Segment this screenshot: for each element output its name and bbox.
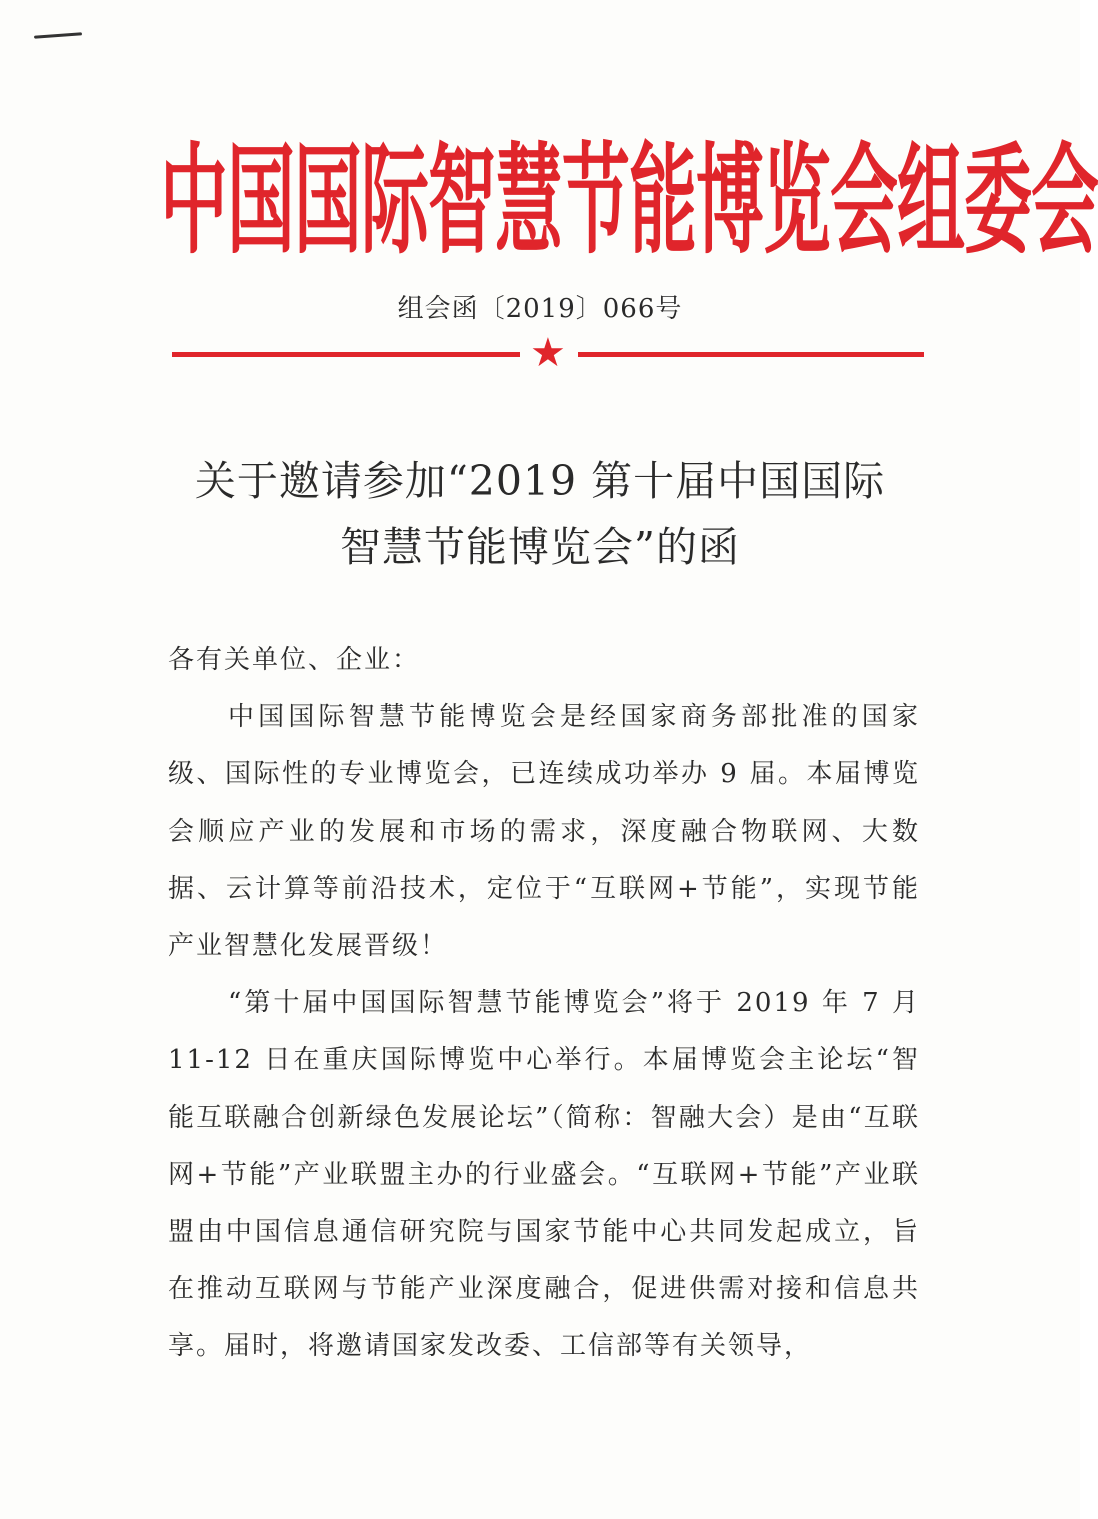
title-line-2: 智慧节能博览会”的函: [340, 523, 740, 571]
salutation: 各有关单位、企业：: [168, 645, 421, 675]
divider-line-right: [578, 352, 924, 357]
document-title: [0, 448, 1080, 580]
divider-line-left: [172, 352, 520, 357]
organization-header: [160, 128, 1098, 278]
corner-pen-mark: [34, 32, 82, 38]
red-divider: [172, 330, 924, 376]
title-line-1: 关于邀请参加“2019 第十届中国国际: [194, 457, 886, 505]
document-body: [168, 632, 920, 1376]
document-number: 组会函〔2019〕066号: [397, 294, 683, 324]
body-paragraph-2: “第十届中国国际智慧节能博览会”将于 2019 年 7 月 11-12 日在重庆国际博览中心举行。本届博览会主论坛“智能互联融合创新绿色发展论坛”（简称：智融大会）是由“互联网+节能”产业联盟主办的行业盛会。“互联网+节能”产业联盟由中国信息通信研究院与国家节能中心共同发起成立，旨在推动互联网与节能产业深度融合，促进供需对接和信息共享。届时，将邀请国家发改委、工信部等有关领导，: [168, 988, 920, 1362]
body-paragraph-1: 中国国际智慧节能博览会是经国家商务部批准的国家级、国际性的专业博览会，已连续成功举办 9 届。本届博览会顺应产业的发展和市场的需求，深度融合物联网、大数据、云计算等前沿技术，定位于“互联网+节能”，实现节能产业智慧化发展晋级！: [168, 702, 920, 962]
star-icon: ★: [530, 330, 566, 376]
organization-name: 中国国际智慧节能博览会组委会: [160, 133, 1098, 272]
